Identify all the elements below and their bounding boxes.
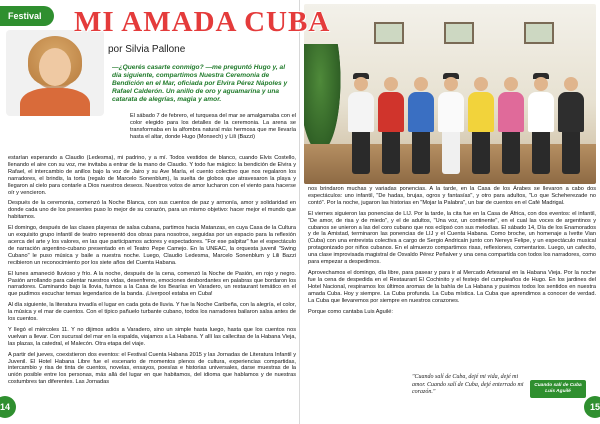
left-paragraph: A partir del jueves, coexistieron dos eventos: el Festival Cuenta Habana 2015 y las Jornadas de Literatura Infantil y Juvenil. El Hotel Habana Libre fue el escenario de momentos plenos de cultura, experiencias compartidas, intercambio y risa de tinta de cuentos, novelas, ensayos, poesías e historias universales, darse muestras de la unión posible entre los personas, más allá del lugar en que habitamos, del idioma que hablamos y de nuestras costumbres tan diferentes. Las Jornadas bbox=[8, 351, 296, 386]
song-quote: "Cuando salí de Cuba, dejé mi vida, dejé mi amor. Cuando salí de Cuba, dejé enterrado mi corazón." bbox=[412, 374, 524, 395]
left-paragraph-1: El sábado 7 de febrero, el turquesa del mar se amalgamaba con el color elegido para los detalles de la ceremonia. La arena se transformaba en la alfombra natural más hermosa que me llevaría hasta el altar, donde Hugo (Monsech) y Lili (Bazzi) bbox=[130, 113, 296, 140]
person-figure bbox=[498, 77, 524, 174]
right-page bbox=[300, 0, 600, 424]
person-figure bbox=[378, 77, 404, 174]
left-body-text bbox=[8, 155, 296, 390]
article-title: MI AMADA CUBA bbox=[74, 6, 331, 38]
right-paragraph: Porque como cantaba Luis Aguilé: bbox=[308, 308, 393, 315]
left-paragraph: Y llegó el miércoles 11. Y no dijimos adiós a Varadero, sino un simple hasta luego, hasta que los cuentos nos vuelvan a llevar. Con sucursal del mar en la espalda, viajamos a La Habana. Y allí las callecitas de la Habana Vieja, las plazas, la catedral, el Malecón. Otra etapa del viaje. bbox=[8, 326, 296, 347]
person-figure bbox=[438, 73, 464, 174]
left-paragraph: Después de la ceremonia, comenzó la Noche Blanca, con sus cuentos de paz y armonía, amor y solidaridad en donde cada uno de los presentes puso lo mejor de su corazón, para un mismo objetivo: hacer mejor el mundo que habitamos. bbox=[8, 200, 296, 221]
intro-paragraph: —¿Querés casarte conmigo? —me preguntó Hugo y, al día siguiente, compartimos Nuestra Ceremonia de Bendición en el Mar, oficiada por Elvira Pérez Nápoles y Rafael Calderón. Un anillo de oro y aguamarina y una catarata de alegrías, magia y amor. bbox=[112, 64, 288, 103]
left-paragraph: Al día siguiente, la literatura invadía el lugar en cada gota de lluvia. Y fue la Noche Caribeña, con la alegría, el color, la música y el mar de cuentos. Con el típico pañuelo turbante cubano, todos los narradores bailaron salsa antes de los cuentos. bbox=[8, 302, 296, 323]
left-paragraph: El lunes amaneció lluvioso y frío. A la noche, después de la cena, comenzó la Noche de Pasión, en rojo y negro. Pasión arrollando para calentar nuestros vidas, desenfreno, emociones desbordantes en palabras que bordaron los narradores. Caminando bajo la llovia, fuimos a la Casa de los Bearías en Varadero, un restaurant temático en el que pudimos escuchar temas legendarios de la banda. ¡Liverpool estaba en Cuba! bbox=[8, 270, 296, 298]
left-paragraph: estarían esperando a Claudio (Ledesma), mi padrino, y a mí. Todos vestidos de blanco, cuando Elvis Costello, llenando el aire con su voz, me invitaba a entrar de la mano de Claudio. Y todo fue mágico: la bendición de Elvira y Rafael, el intercambio de anillos bajo la voz de Jairo y su Ave María, el cuento colectivo que nos regalaron los narradores, el brindis, la torta (regalo de Marcelo Sonenblum), la suelta de globos que atravesaron la playa y llegaron al cielo para contarle a Dios nuestros deseos. Nuestros votos de amor lucharon con el viento para hacerse oír y vencieron. bbox=[8, 155, 296, 196]
section-tab: Festival bbox=[0, 6, 54, 26]
left-paragraph: El domingo, después de las clases playeras de salsa cubana, partimos hacia Matanzas, en cuya Casa de la Cultura un exquisito grupo infantil de teatro representó dos obras para nosotros, seguidas por un espacio para la reflexión acerca del arte y los valores, en las que participamos actores y espectadores. "For ese palpitar" fue el espectáculo de narración argentino-cubano presentado en el Teatro Pepe Camejo. En la UNEAC, la orquesta juvenil "Swing Cubano" le puso música y baile a nuestra noche. Luego, Claudio Ledesma, Marcelo Sonenblum y Lili Bazzi recibieron un reconocimiento por los siete años del Cuenta Habana. bbox=[8, 225, 296, 266]
page-number-left: 14 bbox=[0, 396, 16, 418]
right-body-text bbox=[308, 186, 596, 319]
byline: por Silvia Pallone bbox=[108, 44, 186, 55]
person-figure bbox=[468, 77, 494, 174]
person-figure bbox=[408, 77, 434, 174]
person-figure bbox=[558, 77, 584, 174]
author-face bbox=[39, 48, 71, 86]
wall-painting bbox=[444, 22, 474, 44]
person-figure bbox=[528, 73, 554, 174]
page-number-right: 15 bbox=[584, 396, 600, 418]
person-figure bbox=[348, 73, 374, 174]
author-shoulders bbox=[20, 88, 90, 116]
right-paragraph: El viernes siguieron las ponencias de LIJ. Por la tarde, la cita fue en la Casa de África, con dos eventos: el infantil, "De amor, de risa y de miedo", y el de adultos, "Una voz, un continente", en el cual las voces de argentinos y cubanos se unieron a las del coro cubano que nos eclipsó con sus melodías. El sábado 14, Día de los Enamorados y de la Amistad, terminaron las ponencias de LIJ y el Cuenta Habana. Como broche, un homenaje a Ivette Vian (Cuba) con una entrevista colectiva a cargo de Sergio Andricaín junto con Nereys Felipe, y un espectáculo musical protagonizado por niños cubanos. En el almuerzo compartimos risas, reflexiones, comentarios. Luego, un cafecito, una clase improvisada magistral de Osvaldo Pérez Peñalver y una cena compartida con todos los narradores, como para empezar a despedirnos. bbox=[308, 210, 596, 266]
right-paragraph: nos brindaron muchas y variadas ponencias. A la tarde, en la Casa de los Árabes se llevaron a cabo dos espectáculos: uno infantil, "De hadas, brujas, ogros y fantasías", y otro para adultos, "Lo que Scheherezade no contó". Por la noche, jugaron las historias en "Mojar la Palabra", un bar de cuentos en el Café Madrigal. bbox=[308, 186, 596, 206]
right-paragraph: Aprovechamos el domingo, día libre, para pasear y para ir al Mercado Artesanal en la Habana Vieja. Por la noche fue la cena de despedida en el Restaurant El Cochinito y el festejo del cumpleaños de Hugo. En los jardines del Hotel Nacional, respiramos los últimos aromas de la bahía de La Habana y pusimos todos los sentidos en nuestra amada Cuba. Hoy y siempre. La Cuba profunda. La Cuba mística. La Cuba que aprendimos a conocer de verdad. La Cuba que llevaremos por siempre en nuestros corazones. bbox=[308, 269, 596, 304]
wall-painting bbox=[524, 22, 554, 44]
author-photo bbox=[6, 30, 104, 116]
caption-box: Cuando salí de Cuba Luis Aguilé bbox=[530, 380, 586, 398]
